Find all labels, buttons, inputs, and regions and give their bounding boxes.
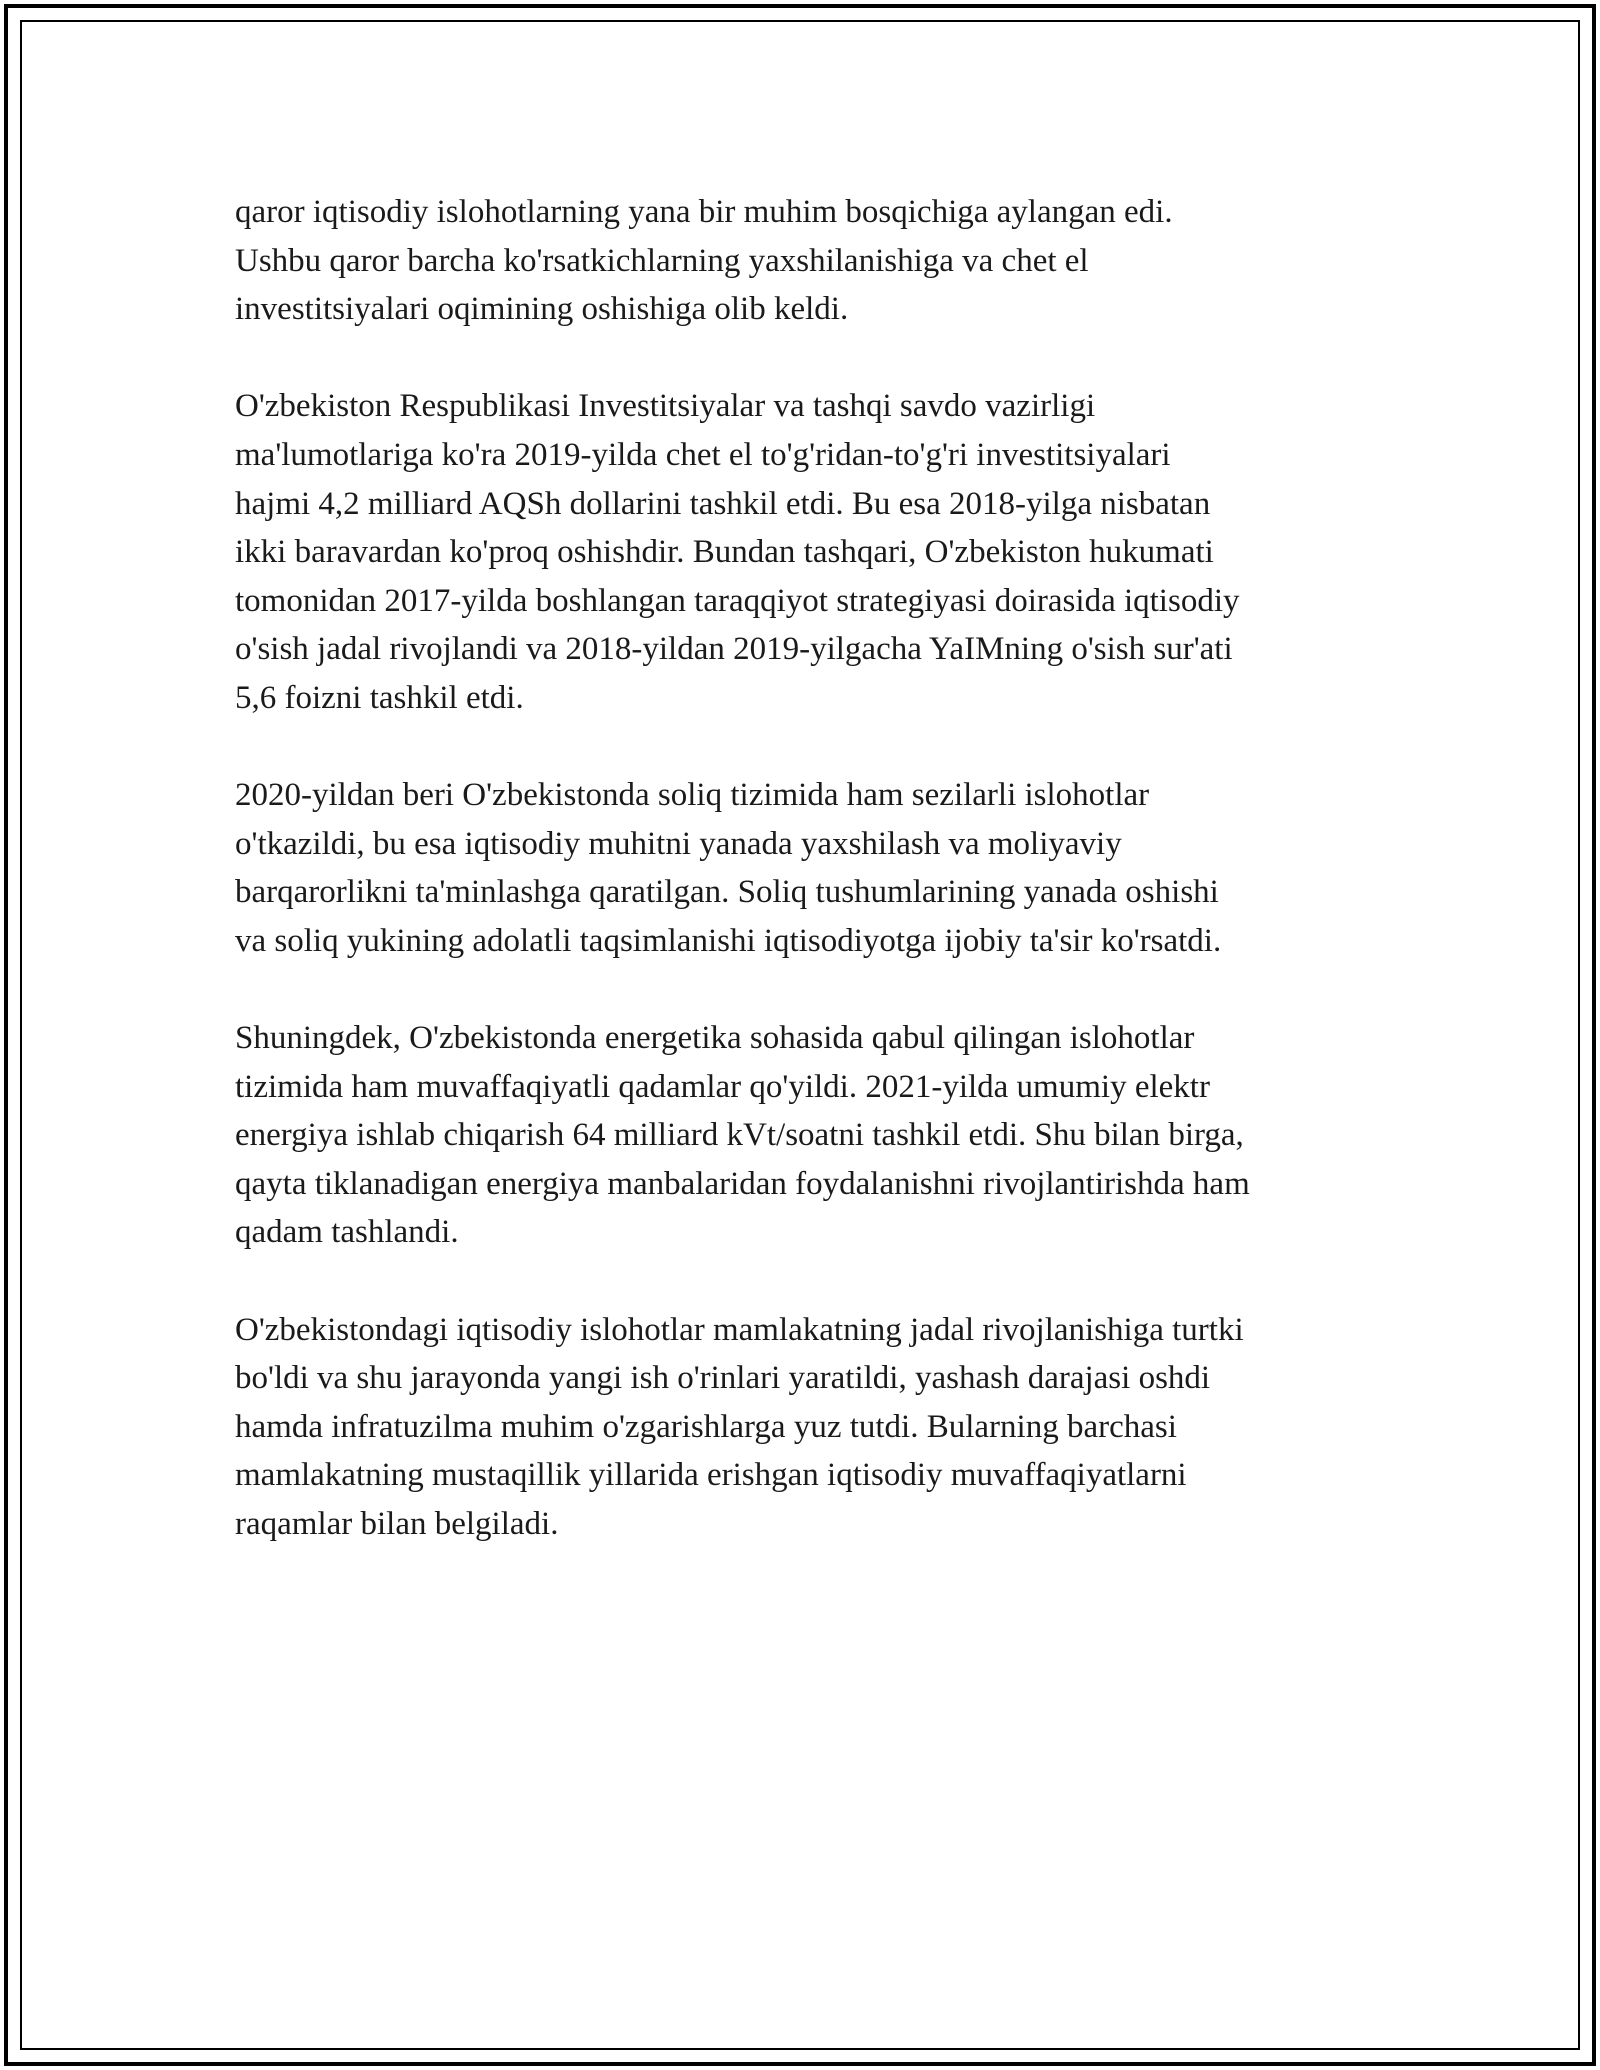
document-body bbox=[235, 188, 1415, 1597]
text-line: bo'ldi va shu jarayonda yangi ish o'rinlari yaratildi, yashash darajasi oshdi bbox=[235, 1360, 1211, 1397]
text-line: hajmi 4,2 milliard AQSh dollarini tashkil etdi. Bu esa 2018-yilga nisbatan bbox=[235, 485, 1211, 522]
text-line: tizimida ham muvaffaqiyatli qadamlar qo'yildi. 2021-yilda umumiy elektr bbox=[235, 1068, 1210, 1105]
paragraph-1 bbox=[235, 188, 1415, 334]
text-line: o'sish jadal rivojlandi va 2018-yildan 2019-yilgacha YaIMning o'sish sur'ati bbox=[235, 631, 1233, 668]
text-line: ikki baravardan ko'proq oshishdir. Bundan tashqari, O'zbekiston hukumati bbox=[235, 534, 1214, 571]
text-line: O'zbekistondagi iqtisodiy islohotlar mamlakatning jadal rivojlanishiga turtki bbox=[235, 1311, 1244, 1348]
text-line: O'zbekiston Respublikasi Investitsiyalar va tashqi savdo vazirligi bbox=[235, 388, 1096, 425]
text-line: qadam tashlandi. bbox=[235, 1214, 459, 1251]
text-line: hamda infratuzilma muhim o'zgarishlarga yuz tutdi. Bularning barchasi bbox=[235, 1408, 1177, 1445]
text-line: Ushbu qaror barcha ko'rsatkichlarning yaxshilanishiga va chet el bbox=[235, 242, 1089, 279]
text-line: ma'lumotlariga ko'ra 2019-yilda chet el to'g'ridan-to'g'ri investitsiyalari bbox=[235, 436, 1171, 473]
text-line: Shuningdek, O'zbekistonda energetika sohasida qabul qilingan islohotlar bbox=[235, 1020, 1195, 1057]
text-line: tomonidan 2017-yilda boshlangan taraqqiyot strategiyasi doirasida iqtisodiy bbox=[235, 582, 1240, 619]
text-line: barqarorlikni ta'minlashga qaratilgan. Soliq tushumlarining yanada oshishi bbox=[235, 874, 1219, 911]
text-line: raqamlar bilan belgiladi. bbox=[235, 1506, 559, 1543]
text-line: 5,6 foizni tashkil etdi. bbox=[235, 679, 524, 716]
text-line: mamlakatning mustaqillik yillarida erishgan iqtisodiy muvaffaqiyatlarni bbox=[235, 1457, 1187, 1494]
text-line: qayta tiklanadigan energiya manbalaridan foydalanishni rivojlantirishda ham bbox=[235, 1165, 1250, 1202]
text-line: 2020-yildan beri O'zbekistonda soliq tizimida ham sezilarli islohotlar bbox=[235, 777, 1150, 814]
text-line: investitsiyalari oqimining oshishiga olib keldi. bbox=[235, 291, 849, 328]
paragraph-2 bbox=[235, 382, 1415, 722]
paragraph-4 bbox=[235, 1014, 1415, 1257]
text-line: va soliq yukining adolatli taqsimlanishi iqtisodiyotga ijobiy ta'sir ko'rsatdi. bbox=[235, 922, 1222, 959]
text-line: qaror iqtisodiy islohotlarning yana bir muhim bosqichiga aylangan edi. bbox=[235, 194, 1173, 230]
paragraph-5 bbox=[235, 1306, 1415, 1549]
text-line: o'tkazildi, bu esa iqtisodiy muhitni yanada yaxshilash va moliyaviy bbox=[235, 825, 1122, 862]
paragraph-3 bbox=[235, 771, 1415, 965]
text-line: energiya ishlab chiqarish 64 milliard kVt/soatni tashkil etdi. Shu bilan birga, bbox=[235, 1117, 1244, 1154]
